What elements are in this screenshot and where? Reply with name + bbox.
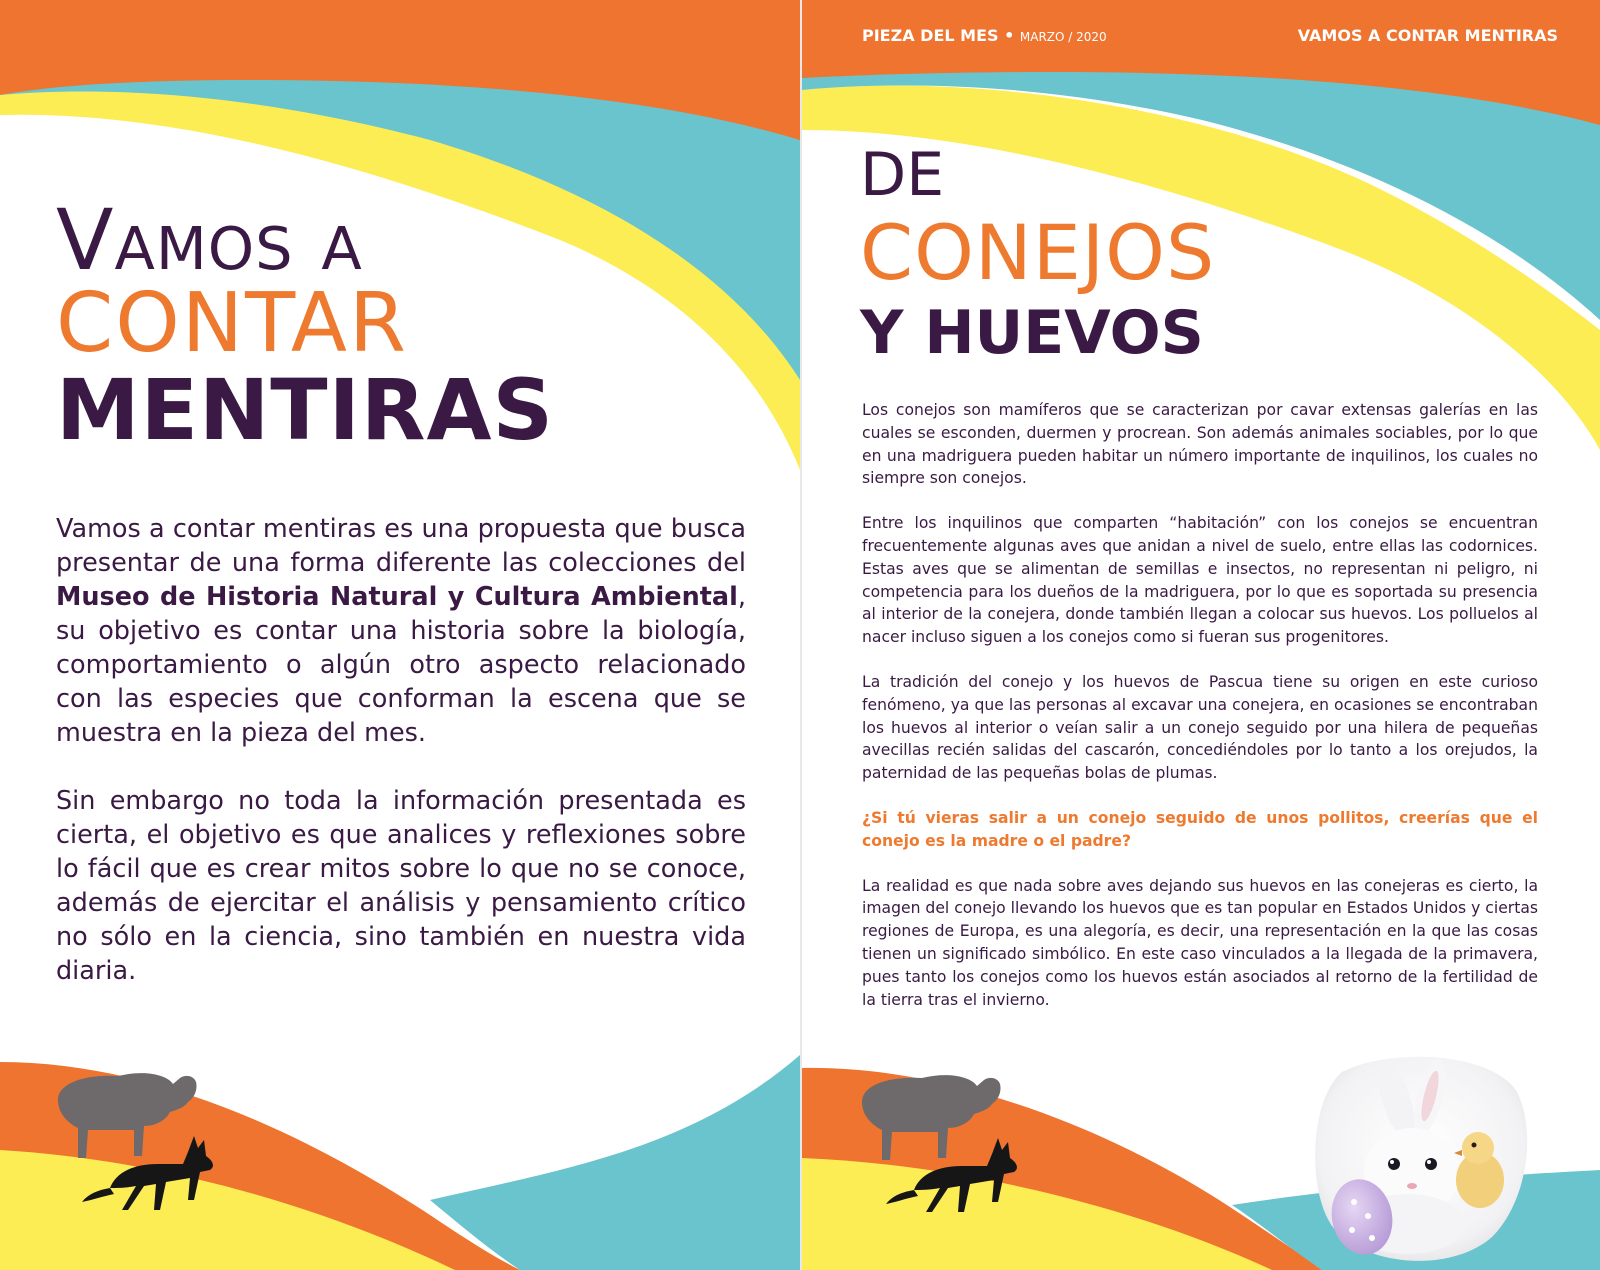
title-line-conejos: CONEJOS	[860, 208, 1216, 297]
animals-silhouette	[852, 1062, 1022, 1222]
fox-icon	[886, 1138, 1017, 1212]
header-series: VAMOS A CONTAR MENTIRAS	[1297, 26, 1558, 45]
intro-p1-start: Vamos a contar mentiras es una propuesta que busca presentar de una forma diferente las colecciones del	[56, 514, 746, 578]
article-paragraph-3: La tradición del conejo y los huevos de Pascua tiene su origen en este curioso fenómeno, ya que las personas al excavar una conejera, en ocasiones se encontraban los huevos al interior o veían salir a un conejo seguido por una hilera de pequeñas avecillas recién salidas del cascarón, concediéndoles por lo tanto a los orejudos, la paternidad de las pequeñas bolas de plumas.	[862, 672, 1538, 783]
intro-p1-end: , su objetivo es contar una historia sobre la biología, comportamiento o algún otro aspecto relacionado con las especies que conforman la escena que se muestra en la pieza del mes.	[56, 582, 746, 748]
title-line-contar: CONTAR	[56, 276, 408, 371]
header-section	[862, 26, 1107, 45]
title-line-vamos: Vamos a	[56, 191, 363, 289]
title-line-de: DE	[860, 140, 945, 210]
right-page-title	[860, 140, 1215, 370]
left-intro-text	[56, 512, 746, 988]
article-paragraph-4: La realidad es que nada sobre aves dejando sus huevos en las conejeras es cierto, la imagen del conejo llevando los huevos que es tan popular en Estados Unidos y ciertas regiones de Europa, es una alegoría, es decir, una representación en la que las cosas tienen un significado simbólico. En este caso vinculados a la llegada de la primavera, pues tanto los conejos como los huevos están asociados al retorno de la fertilidad de la tierra tras el invierno.	[862, 876, 1538, 1009]
header-bullet: •	[1004, 26, 1015, 45]
header-section-label: PIEZA DEL MES	[862, 26, 999, 45]
bunny-chick-egg-photo	[1302, 1052, 1532, 1262]
article-paragraph-2: Entre los inquilinos que comparten “habitación” con los conejos se encuentran frecuentemente algunas aves que anidan a nivel de suelo, entre ellas las codornices. Estas aves que se alimentan de semillas e insectos, no representan ni peligro, ni competencia para los dueños de la madriguera, por lo que es soportada su presencia al interior de la conejera, donde también llegan a colocar sus huevos. Los polluelos al nacer incluso siguen a los conejos como si fueran sus progenitores.	[862, 514, 1538, 647]
left-page-title	[56, 191, 555, 459]
article-question: ¿Si tú vieras salir a un conejo seguido de unos pollitos, creerías que el conejo es la madre o el padre?	[862, 808, 1538, 850]
article-paragraph-1: Los conejos son mamíferos que se caracterizan por cavar extensas galerías en las cuales se esconden, duermen y procrean. Son además animales sociables, por lo que en una madriguera pueden habitar un número importante de inquilinos, los cuales no siempre son conejos.	[862, 401, 1538, 488]
bottom-teal-wave	[430, 1055, 800, 1270]
intro-paragraph-1	[56, 512, 746, 750]
intro-paragraph-2: Sin embargo no toda la información presentada es cierta, el objetivo es que analices y reflexiones sobre lo fácil que es crear mitos sobre lo que no se conoce, además de ejercitar el análisis y pensamiento crítico no sólo en la ciencia, sino también en nuestra vida diaria.	[56, 786, 746, 986]
article-text	[862, 399, 1538, 1011]
running-header	[862, 26, 1558, 56]
museum-name: Museo de Historia Natural y Cultura Ambiental	[56, 582, 738, 612]
right-page	[802, 0, 1600, 1270]
title-line-y-huevos: Y HUEVOS	[860, 298, 1204, 368]
fox-icon	[82, 1136, 213, 1210]
sheep-icon	[862, 1075, 1001, 1160]
title-line-mentiras: MENTIRAS	[56, 361, 555, 459]
header-date: MARZO / 2020	[1019, 30, 1107, 44]
animals-silhouette	[48, 1060, 218, 1220]
sheep-icon	[58, 1073, 197, 1158]
